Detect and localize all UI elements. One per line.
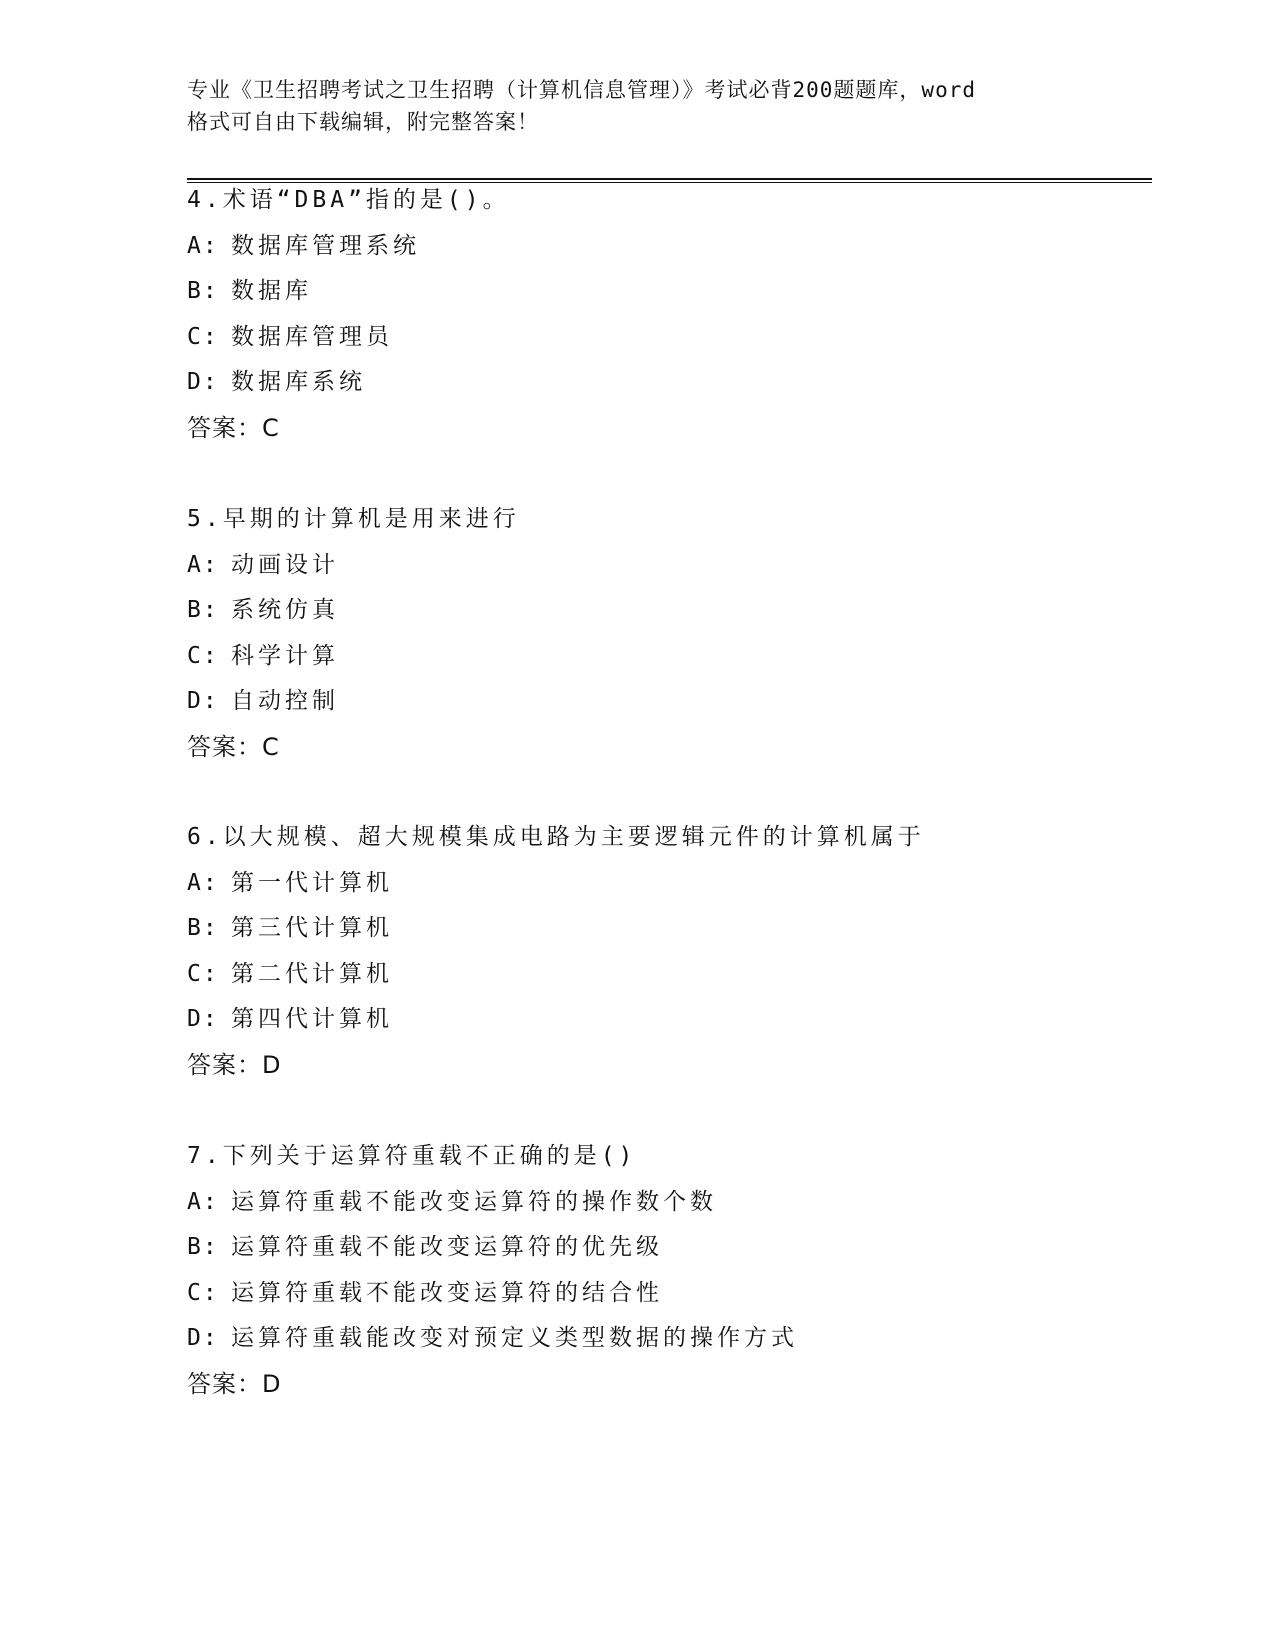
option-label: A: [187,1188,219,1215]
option-text: 第四代计算机 [231,1006,393,1033]
option-a [187,543,1187,589]
option-text: 数据库系统 [231,369,366,396]
question-block [187,497,1187,771]
option-text: 运算符重载不能改变运算符的优先级 [231,1234,663,1261]
option-a [187,224,1187,270]
option-label: B: [187,915,219,942]
option-label: A: [187,551,219,578]
option-text: 运算符重载不能改变运算符的结合性 [231,1279,663,1306]
option-text: 第二代计算机 [231,960,393,987]
question-block [187,178,1187,452]
option-text: 数据库管理员 [231,323,393,350]
option-label: A: [187,232,219,259]
answer-line: 答案：C [187,732,280,761]
option-label: C: [187,1279,219,1306]
option-d [187,679,1187,725]
option-text: 数据库 [231,278,312,305]
question-stem: 7.下列关于运算符重载不正确的是() [187,1143,637,1169]
option-text: 系统仿真 [231,597,339,624]
document-header: 专业《卫生招聘考试之卫生招聘（计算机信息管理）》考试必背200题题库，word 格式可自由下载编辑，附完整答案！ [187,78,976,134]
option-label: D: [187,1325,219,1352]
option-c [187,634,1187,680]
option-c [187,315,1187,361]
option-c [187,1271,1187,1317]
option-label: D: [187,369,219,396]
option-text: 自动控制 [231,688,339,715]
option-text: 运算符重载不能改变运算符的操作数个数 [231,1188,717,1215]
option-b [187,588,1187,634]
option-d [187,1316,1187,1362]
option-a [187,861,1187,907]
option-c [187,952,1187,998]
option-label: C: [187,642,219,669]
option-label: D: [187,688,219,715]
question-block [187,1134,1187,1408]
option-text: 数据库管理系统 [231,232,420,259]
option-text: 运算符重载能改变对预定义类型数据的操作方式 [231,1325,798,1352]
answer-line: 答案：D [187,1050,282,1079]
answer-line: 答案：C [187,413,280,442]
option-text: 第一代计算机 [231,869,393,896]
option-b [187,269,1187,315]
option-a [187,1180,1187,1226]
option-label: B: [187,1234,219,1261]
option-label: B: [187,278,219,305]
answer-line: 答案：D [187,1369,282,1398]
option-d [187,360,1187,406]
option-text: 第三代计算机 [231,915,393,942]
option-label: C: [187,960,219,987]
option-d [187,997,1187,1043]
option-b [187,906,1187,952]
question-stem: 4.术语“DBA”指的是()。 [187,187,510,213]
option-label: C: [187,323,219,350]
question-stem: 6.以大规模、超大规模集成电路为主要逻辑元件的计算机属于 [187,824,925,850]
question-block [187,815,1187,1089]
option-label: D: [187,1006,219,1033]
option-label: A: [187,869,219,896]
option-text: 科学计算 [231,642,339,669]
option-label: B: [187,597,219,624]
option-b [187,1225,1187,1271]
question-stem: 5.早期的计算机是用来进行 [187,506,520,532]
option-text: 动画设计 [231,551,339,578]
